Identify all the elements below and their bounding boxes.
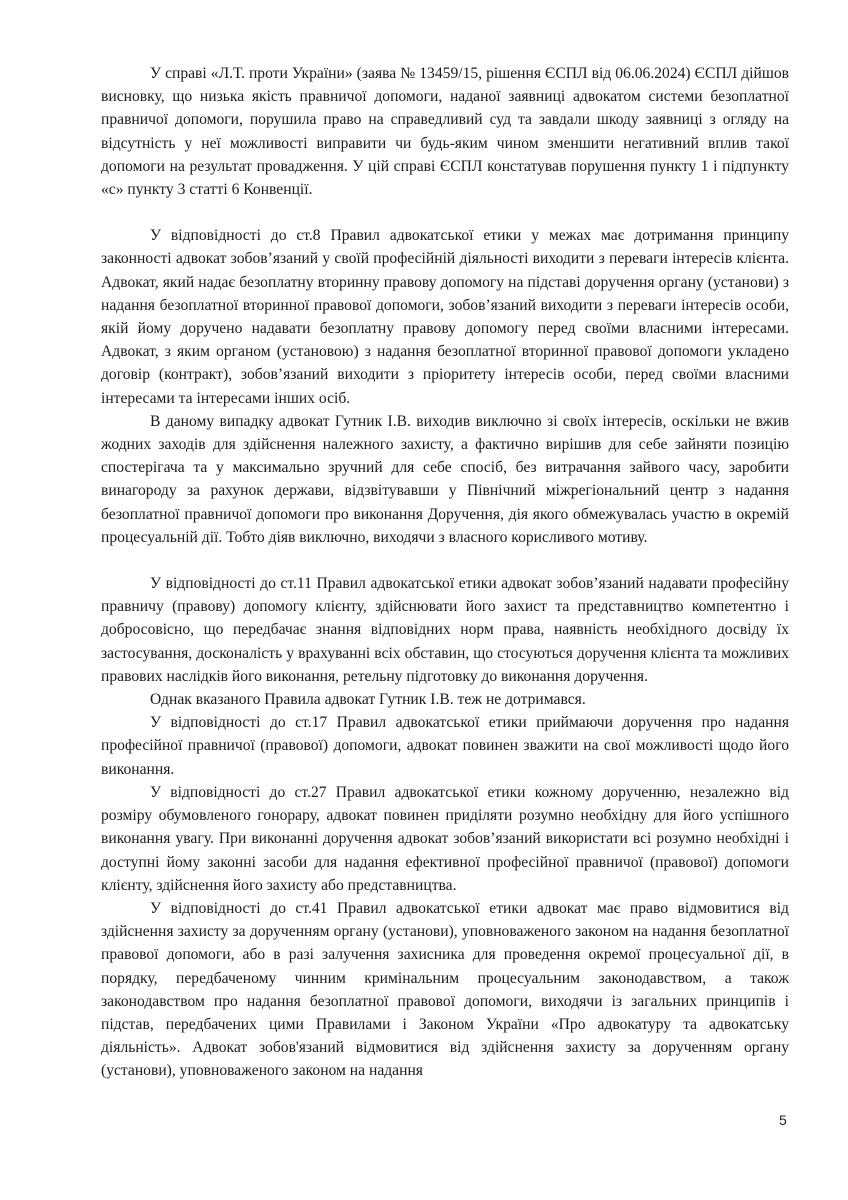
- paragraph-article-8: У відповідності до ст.8 Правил адвокатської етики у межах має дотримання принципу законності адвокат зобов’язаний у своїй професійній діяльності виходити з переваги інтересів клієнта. Адвокат, який надає безоплатну вторинну правову допомогу на підставі доручення органу (установи) з надання безоплатної вторинної правової допомоги, зобов’язаний виходити з переваги інтересів особи, якій йому доручено надавати безоплатну правову допомогу перед своїми власними інтересами. Адвокат, з яким органом (установою) з надання безоплатної вторинної правової допомоги укладено договір (контракт), зобов’язаний виходити з пріоритету інтересів особи, перед своїми власними інтересами та інтересами інших осіб.: [101, 227, 789, 407]
- paragraph-lawyer-own-interests: В даному випадку адвокат Гутник І.В. виходив виключно зі своїх інтересів, оскільки не вжив жодних заходів для здійснення належного захисту, а фактично вирішив для себе зайняти позицію спостерігача та у максимально зручний для себе спосіб, без витрачання зайвого часу, заробити винагороду за рахунок держави, відзвітувавши у Північний міжрегіональний центр з надання безоплатної правничої допомоги про виконання Доручення, дія якого обмежувалась участю в окремій процесуальній дії. Тобто діяв виключно, виходячи з власного корисливого мотиву.: [101, 412, 789, 546]
- paragraph-rule-not-followed: Однак вказаного Правила адвокат Гутник І.В. теж не дотримався.: [150, 691, 586, 709]
- paragraph-gap: [101, 201, 789, 224]
- paragraph-article-11: У відповідності до ст.11 Правил адвокатської етики адвокат зобов’язаний надавати професійну правничу (правову) допомогу клієнту, здійснювати його захист та представництво компетентно і добросовісно, що передбачає знання відповідних норм права, наявність необхідного досвіду їх застосування, досконалість у врахуванні всіх обставин, що стосуються доручення клієнта та можливих правових наслідків його виконання, ретельну підготовку до виконання доручення.: [101, 575, 789, 685]
- paragraph-case-lt-v-ukraine: У справі «Л.Т. проти України» (заява № 13459/15, рішення ЄСПЛ від 06.06.2024) ЄСПЛ дійшов висновку, що низька якість правничої допомоги, наданої заявниці адвокатом системи безоплатної правничої допомоги, порушила право на справедливий суд та завдали шкоду заявниці з огляду на відсутність у неї можливості виправити чи будь-яким чином зменшити негативний вплив такої допомоги на результат провадження. У цій справі ЄСПЛ констатував порушення пункту 1 і підпункту «с» пункту 3 статті 6 Конвенції.: [101, 65, 789, 199]
- paragraph-article-27: У відповідності до ст.27 Правил адвокатської етики кожному дорученню, незалежно від розміру обумовленого гонорару, адвокат повинен приділяти розумно необхідну для його успішного виконання увагу. При виконанні доручення адвокат зобов’язаний використати всі розумно необхідні і доступні йому законні засоби для надання ефективної професійної правничої (правової) допомоги клієнту, здійснення його захисту або представництва.: [101, 783, 789, 894]
- page-number: 5: [779, 1112, 787, 1128]
- paragraph-article-41: У відповідності до ст.41 Правил адвокатської етики адвокат має право відмовитися від здійснення захисту за дорученням органу (установи), уповноваженого законом на надання безоплатної правової допомоги, або в разі залучення захисника для проведення окремої процесуальної дії, в порядку, передбаченому чинним кримінальним процесуальним законодавством, а також законодавством про надання безоплатної правової допомоги, виходячи із загальних принципів і підстав, передбачених цими Правилами і Законом України «Про адвокатуру та адвокатську діяльність». Адвокат зобов'язаний відмовитися від здійснення захисту за дорученням органу (установи), уповноваженого законом на надання: [101, 899, 789, 1080]
- document-body: [101, 62, 789, 1083]
- paragraph-gap: [101, 549, 789, 572]
- paragraph-article-17: У відповідності до ст.17 Правил адвокатської етики приймаючи доручення про надання професійної правничої (правової) допомоги, адвокат повинен зважити на свої можливості щодо його виконання.: [101, 714, 789, 778]
